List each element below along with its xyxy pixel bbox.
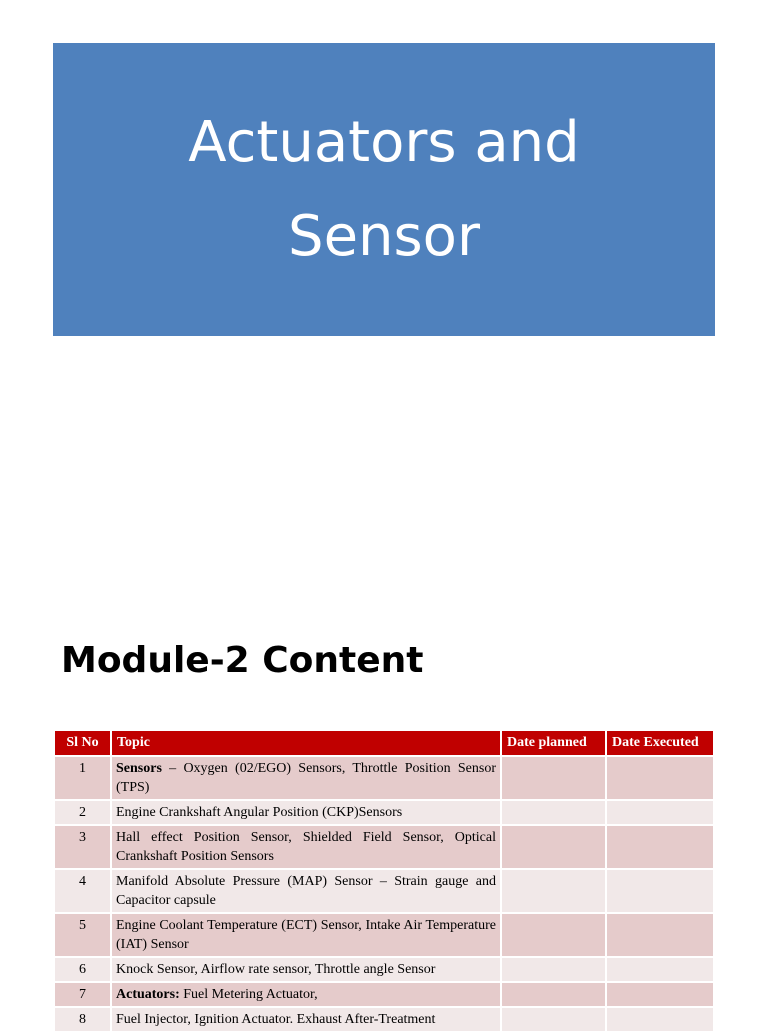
topic-text: Hall effect Position Sensor, Shielded Field Sensor, Optical Crankshaft Position Sensors: [116, 830, 496, 864]
row-sl-no: 4: [55, 870, 110, 912]
topic-text: Engine Coolant Temperature (ECT) Sensor, Intake Air Temperature (IAT) Sensor: [116, 918, 496, 952]
row-sl-no: 6: [55, 958, 110, 981]
header-sl-no: Sl No: [55, 731, 110, 755]
topic-bold-label: Sensors: [116, 761, 162, 776]
row-date-executed: [607, 983, 713, 1006]
row-sl-no: 5: [55, 914, 110, 956]
module-heading: Module-2 Content: [61, 640, 424, 681]
row-topic: [112, 983, 500, 1006]
row-sl-no: 2: [55, 801, 110, 824]
row-date-planned: [502, 914, 605, 956]
topic-text: Fuel Metering Actuator,: [179, 987, 318, 1002]
topic-text: – Oxygen (02/EGO) Sensors, Throttle Position Sensor (TPS): [116, 761, 496, 795]
topic-text: Fuel Injector, Ignition Actuator. Exhaust After-Treatment: [116, 1012, 436, 1027]
row-date-planned: [502, 958, 605, 981]
row-date-executed: [607, 801, 713, 824]
row-date-planned: [502, 801, 605, 824]
header-date-planned: Date planned: [502, 731, 605, 755]
row-date-planned: [502, 826, 605, 868]
row-sl-no: 7: [55, 983, 110, 1006]
header-topic: Topic: [112, 731, 500, 755]
row-topic: [112, 757, 500, 799]
row-date-executed: [607, 914, 713, 956]
title-banner: [53, 43, 715, 336]
header-date-executed: Date Executed: [607, 731, 713, 755]
topic-bold-label: Actuators:: [116, 987, 180, 1002]
row-topic: [112, 870, 500, 912]
topic-text: Engine Crankshaft Angular Position (CKP)Sensors: [116, 805, 403, 820]
table-row: [55, 1008, 713, 1031]
table-row: [55, 914, 713, 956]
table-row: [55, 757, 713, 799]
table-row: [55, 870, 713, 912]
row-topic: [112, 958, 500, 981]
row-date-planned: [502, 983, 605, 1006]
table-row: [55, 983, 713, 1006]
table-header-row: [55, 731, 713, 755]
row-topic: [112, 801, 500, 824]
title-line-2: Sensor: [288, 203, 480, 269]
module-content-table: [53, 729, 715, 1033]
row-date-executed: [607, 826, 713, 868]
table-row: [55, 826, 713, 868]
title-line-1: Actuators and: [188, 109, 580, 175]
row-sl-no: 1: [55, 757, 110, 799]
row-topic: [112, 914, 500, 956]
row-date-executed: [607, 757, 713, 799]
row-sl-no: 3: [55, 826, 110, 868]
topic-text: Manifold Absolute Pressure (MAP) Sensor – Strain gauge and Capacitor capsule: [116, 874, 496, 908]
row-date-planned: [502, 757, 605, 799]
row-date-executed: [607, 958, 713, 981]
row-date-planned: [502, 1008, 605, 1031]
table-row: [55, 801, 713, 824]
row-date-executed: [607, 1008, 713, 1031]
row-date-executed: [607, 870, 713, 912]
topic-text: Knock Sensor, Airflow rate sensor, Throttle angle Sensor: [116, 962, 436, 977]
row-topic: [112, 826, 500, 868]
table-row: [55, 958, 713, 981]
row-date-planned: [502, 870, 605, 912]
row-topic: [112, 1008, 500, 1031]
row-sl-no: 8: [55, 1008, 110, 1031]
